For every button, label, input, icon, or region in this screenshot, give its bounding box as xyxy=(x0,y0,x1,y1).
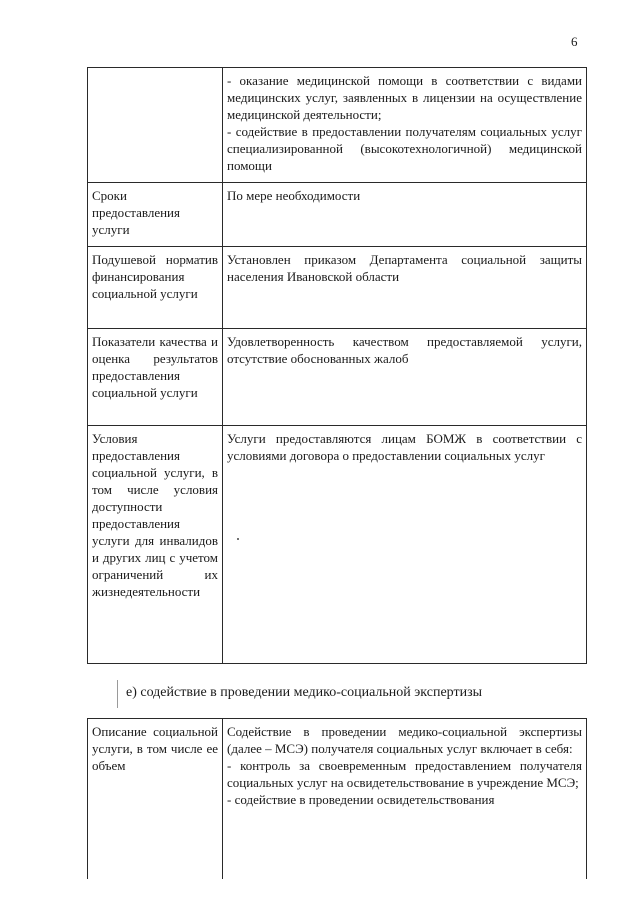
value-line: Содействие в проведении медико-социальной экспертизы (далее – МСЭ) получателя социальных услуг включает в себя: xyxy=(227,724,582,756)
value-line: Установлен приказом Департамента социальной защиты населения Ивановской области xyxy=(227,252,582,284)
scan-speck xyxy=(237,538,239,540)
margin-mark xyxy=(117,680,118,708)
row-label-empty xyxy=(88,68,223,183)
table-row xyxy=(88,426,587,664)
value-line: Удовлетворенность качеством предоставляемой услуги, отсутствие обоснованных жалоб xyxy=(227,334,582,366)
page-number: 6 xyxy=(571,34,578,49)
row-value-terms xyxy=(223,183,587,247)
value-line: По мере необходимости xyxy=(227,188,361,203)
value-line: - контроль за своевременным предоставлением получателя социальных услуг на освидетельствование в учреждение МСЭ; xyxy=(227,758,582,790)
row-label-terms: Сроки предоставления услуги xyxy=(88,183,223,247)
row-value-description xyxy=(223,719,587,879)
table-row xyxy=(88,247,587,329)
value-line: - содействие в проведении освидетельствования xyxy=(227,792,495,807)
services-table-bottom xyxy=(87,718,587,879)
row-value-conditions xyxy=(223,426,587,664)
value-line: - оказание медицинской помощи в соответствии с видами медицинских услуг, заявленных в лицензии на осуществление медицинской деятельности; xyxy=(227,73,582,122)
row-label-funding: Подушевой норматив финансирования социальной услуги xyxy=(88,247,223,329)
table-row xyxy=(88,68,587,183)
value-line: Услуги предоставляются лицам БОМЖ в соответствии с условиями договора о предоставлении социальных услуг xyxy=(227,431,582,463)
row-label-quality: Показатели качества и оценка результатов предоставления социальной услуги xyxy=(88,329,223,426)
row-label-conditions: Условия предоставления социальной услуги, в том числе условия доступности предоставления услуги для инвалидов и других лиц с учетом ограничений их жизнедеятельности xyxy=(88,426,223,664)
table-row xyxy=(88,329,587,426)
row-label-description: Описание социальной услуги, в том числе ее объем xyxy=(88,719,223,879)
row-value-medical-help xyxy=(223,68,587,183)
value-line: - содействие в предоставлении получателям социальных услуг специализированной (высокотехнологичной) медицинской помощи xyxy=(227,124,582,173)
services-table-top xyxy=(87,67,587,664)
row-value-funding xyxy=(223,247,587,329)
row-value-quality xyxy=(223,329,587,426)
section-heading: е) содействие в проведении медико-социальной экспертизы xyxy=(126,685,483,700)
table-row xyxy=(88,183,587,247)
table-row xyxy=(88,719,587,879)
